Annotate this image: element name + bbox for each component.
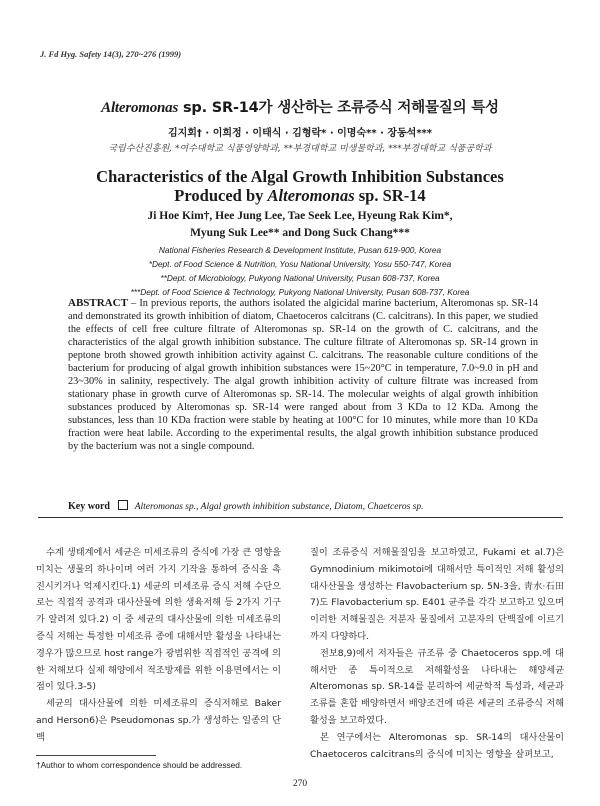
english-title — [0, 167, 600, 205]
right-column — [310, 545, 564, 763]
affiliation-2: *Dept. of Food Science & Nutrition, Yosu National University, Yosu 550-747, Korea — [148, 259, 452, 269]
english-authors-line1: Ji Hoe Kim†, Hee Jung Lee, Tae Seek Lee, Hyeung Rak Kim*, — [147, 210, 453, 222]
korean-title-rest: sp. SR-14가 생산하는 조류증식 저해물질의 특성 — [182, 100, 499, 116]
right-paragraph-3: 본 연구에서는 Alteromonas sp. SR-14의 대사산물이 Chaetoceros calcitrans의 증식에 미치는 영향을 살펴보고, — [310, 731, 564, 760]
title-produced-by: Produced by — [174, 186, 264, 205]
korean-authors: 김지회† · 이희정 · 이태식 · 김형락* · 이명숙** · 장동석*** — [167, 128, 433, 139]
title-genus: Alteromonas — [267, 186, 355, 205]
title-strain: sp. SR-14 — [358, 186, 426, 205]
english-title-line2 — [0, 186, 600, 205]
abstract-text: – In previous reports, the authors isolated the algicidal marine bacterium, Alteromonas sp. SR-14 and demonstrated its growth inhibition of diatom, Chaetoceros calcitrans (C. calcitrans). In this paper, we studied the effects of cell free culture filtrate of Alteromonas sp. SR-14 on the growth of C. calcitrans, and the characteristics of the algal growth inhibition substance. The culture filtrate of Alteromonas sp. SR-14 grown in peptone broth showed growth inhibition activity against C. calcitrans. The reasonable culture conditions of the bacterium for producing of algal growth inhibition substances were 15~20°C in temperature, 7.0~9.0 in pH and 23~30% in salinity, respectively. The algal growth inhibition activity of culture filtrate was increased from stationary phase in growth curve of Alteromonas sp. SR-14. The molecular weights of algal growth inhibition substances produced by Alteromonas sp. SR-14 were ranged about from 3 KDa to 12 KDa. Among the substances, less than 10 KDa fraction were stable by heating at 100°C for 10 minutes, while more than 10 KDa fraction were heat labile. According to the experimental results, the algal growth inhibition substance produced by the bacterium was not a single compound. — [68, 298, 538, 452]
english-affiliations — [0, 243, 600, 299]
left-paragraph-1: 수계 생태계에서 세균은 미세조류의 증식에 가장 큰 영향을 미치는 생물의 하나이며 여러 가지 기작을 통하여 증식을 촉진시키거나 억제시킨다.1) 세균의 미세조류 증식 저해 수단으로는 직접적 공격과 대사산물에 의한 생육저해 등 2가지 기구가 알려져 있다.2) 이 중 세균의 대사산물에 의한 미세조류의 증식 저해는 특정한 미세조류 종에 대해서만 활성을 나타내는 경우가 많으므로 host range가 광범위한 직접적인 공격에 의한 저해보다 실제 해양에서 적조방제를 위한 이용면에서는 이점이 있다.3-5) — [36, 547, 281, 693]
checkbox-square-icon — [118, 500, 128, 510]
keyword-divider — [38, 517, 563, 518]
right-paragraph-1: 질이 조류증식 저해물질임을 보고하였고, Fukami et al.7)은 Gymnodinium mikimotoi에 대해서만 특이적인 저해 활성의 대사산물을 생성하는 Flavobacterium sp. 5N-3을, 靑水·石田7)도 Flavobacterium sp. E401 균주를 각각 보고하고 있으며 이러한 저해물질은 저분자 물질에서 고분자의 단백질에 이르기까지 다양하다. — [310, 547, 564, 642]
page-number: 270 — [292, 779, 308, 789]
left-column — [36, 545, 281, 747]
right-paragraph-2: 전보8,9)에서 저자들은 규조류 중 Chaetoceros spp.에 대해서만 종 특이적으로 저해활성을 나타내는 해양세균 Alteromonas sp. SR-14를 분리하여 세균학적 특성과, 세균과 조류를 혼합 배양하면서 배양조건에 따른 세균의 조류증식 저해활성을 보고하였다. — [310, 647, 564, 726]
affiliation-4: ***Dept. of Food Science & Technology, Pukyong National University, Pusan 608-737, Korea — [130, 287, 470, 297]
english-authors — [0, 208, 600, 242]
korean-affiliations: 국립수산진흥원, *여수대학교 식품영양학과, **부경대학교 미생물학과, ***부경대학교 식품공학과 — [108, 144, 492, 154]
keyword-label: Key word — [68, 501, 110, 512]
journal-citation: J. Fd Hyg. Safety 14(3), 270~276 (1999) — [40, 49, 182, 59]
footnote-divider — [36, 755, 156, 756]
abstract — [68, 297, 538, 453]
abstract-label: ABSTRACT — [68, 297, 128, 309]
keyword-text: Alteromonas sp., Algal growth inhibition substance, Diatom, Chaetceros sp. — [134, 502, 424, 512]
keywords — [68, 500, 423, 512]
affiliation-3: **Dept. of Microbiology, Pukyong National University, Pusan 608-737, Korea — [160, 273, 440, 283]
korean-title-genus: Alteromonas — [101, 100, 179, 116]
english-title-line1: Characteristics of the Algal Growth Inhibition Substances — [96, 167, 504, 186]
korean-title — [0, 96, 600, 117]
footnote: †Author to whom correspondence should be addressed. — [36, 760, 243, 770]
affiliation-1: National Fisheries Research & Development Institute, Pusan 619-900, Korea — [158, 245, 442, 255]
english-authors-line2: Myung Suk Lee** and Dong Suck Chang*** — [190, 227, 410, 239]
left-paragraph-2: 세균의 대사산물에 의한 미세조류의 증식저해로 Baker and Herson6)은 Pseudomonas sp.가 생성하는 일종의 단백 — [36, 698, 281, 743]
